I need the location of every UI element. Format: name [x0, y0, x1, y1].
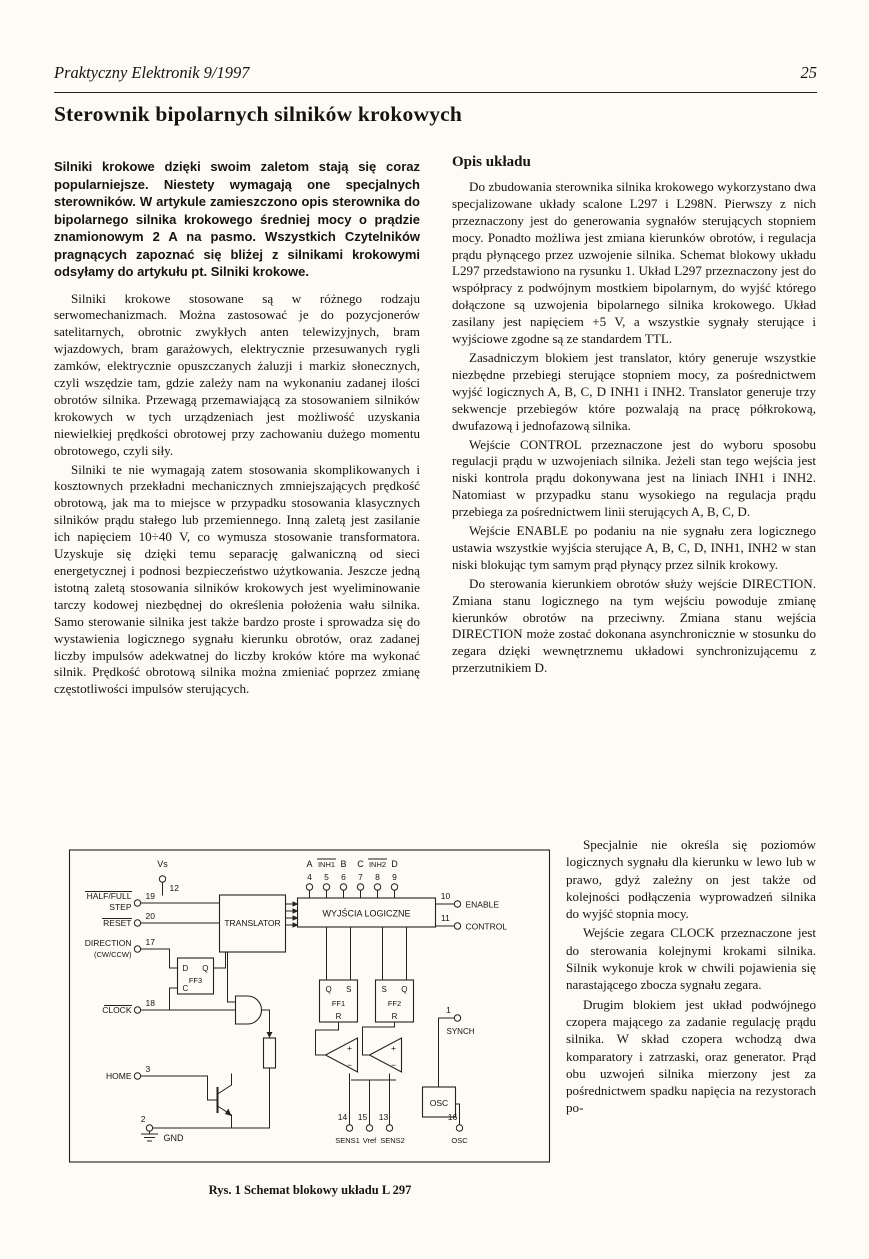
ff3-c-label: C: [182, 984, 189, 993]
pin-control: [436, 913, 508, 932]
pin-label-gnd: GND: [163, 1133, 184, 1143]
pin-number-15: 15: [357, 1112, 368, 1122]
pin-label-clock: CLOCK: [102, 1005, 132, 1015]
bottom-right-column: [566, 836, 816, 1119]
pin-number-4: 4: [307, 872, 312, 882]
left-column: [54, 158, 420, 700]
logic-outputs-block: [298, 898, 436, 927]
comparator-1-minus: −: [347, 1060, 352, 1070]
pin-number-8: 8: [375, 872, 380, 882]
pin-number-9: 9: [392, 872, 397, 882]
pin-label-control: CONTROL: [465, 921, 508, 932]
pin-label-osc: OSC: [451, 1136, 468, 1145]
pin-number-1: 1: [446, 1005, 451, 1015]
paragraph: Silniki krokowe stosowane są w różnego rodzaju serwomechanizmach. Można zastosować je do pozycjonerów satelitarnych, obrotnic zwykłych anten telewizyjnych, bram wjazdowych, bram garażowych, elektrycznie przesuwanych rygli zamków, elektrycznie opuszczanych żaluzji i markiz słonecznych, czyli wszędzie tam, gdzie zależy nam na wykonaniu zadanej ilości obrotów silnika. Przewagą przemawiającą za stosowaniem silników krokowych w tych urządzeniach jest możliwość uzyskania niewielkiej prędkości obrotowej przy zachowaniu dużego momentu obrotowego, czyli siły.: [54, 290, 420, 458]
journal-title: Praktyczny Elektronik 9/1997: [54, 63, 250, 82]
l297-block-diagram: [57, 842, 563, 1177]
pin-label-enable: ENABLE: [465, 899, 500, 910]
pin-label-vref: Vref: [362, 1136, 377, 1145]
pin-number-12: 12: [169, 883, 179, 893]
paragraph: Specjalnie nie określa się poziomów logicznych sygnału dla kierunku w lewo lub w prawo, gdyż zależny on jest także od kolejności podłączenia wyprowadzeń silnika do wyjść stopnia mocy.: [566, 837, 816, 922]
pin-number-3: 3: [145, 1064, 151, 1074]
paragraph: Silniki te nie wymagają zatem stosowania skomplikowanych i kosztownych przekładni mechanicznych zmniejszających prędkość obrotową, jak ma to miejsce w przypadku stosowania klasycznych silników prądu stałego lub przemiennego. Inną zaletą jest zasilanie ich napięciem 10÷40 V, co wymusza stosowanie transformatora. Uzyskuje się dzięki temu separację galwaniczną od sieci energetycznej i podnosi bezpieczeństwo użytkowania. Jeszcze jedną istotną zaletą stosowania silników krokowych jest wyeliminowanie tarczy kodowej niezbędnej do określenia położenia wału silnika. Samo sterowanie silnika jest także bardzo proste i sprowadza się do wystawienia logicznego sygnału kierunku obrotów, oraz zadanej liczby impulsów adekwatnej do liczby kroków które ma wykonać silnik. Prędkość obrotową silnika można zmieniać poprzez zmianę częstotliwości impulsów sterujących.: [54, 461, 420, 697]
pin-label-half-full: HALF/FULL: [86, 891, 132, 901]
ff1-q-label: Q: [325, 985, 332, 994]
transistor-icon: [218, 1074, 232, 1128]
paragraph: Do sterowania kierunkiem obrotów służy wejście DIRECTION. Zmiana stanu logicznego na tym wejściu powoduje zmianę kierunków obrotów na przeciwny. Zmiana stanu wejścia DIRECTION może zostać dokonana asynchronicznie w stosunku do zegara dzięki wewnętrznemu układowi synchronizującemu z przerzutnikiem D.: [452, 575, 816, 676]
ff1-r-label: R: [335, 1012, 342, 1021]
pin-label-vs: Vs: [157, 859, 168, 869]
comparator-2: [363, 1022, 402, 1072]
ff1-block: [320, 980, 358, 1022]
output-pins: [306, 859, 398, 898]
pin-clock: [102, 988, 235, 1015]
pin-label-cwccw: (CW/CCW): [94, 950, 132, 959]
ff3-d-label: D: [182, 964, 189, 973]
pin-label-reset: RESET: [103, 918, 132, 928]
pin-number-13: 13: [378, 1112, 389, 1122]
ff-wires: [327, 927, 407, 980]
figure-caption: Rys. 1 Schemat blokowy układu L 297: [208, 1183, 412, 1197]
paragraph: Wejście ENABLE po podaniu na nie sygnału zera logicznego ustawia wszystkie wyjścia sterujące A, B, C, D, INH1, INH2 w stan niski blokując tym samym prąd płynący przez silnik krokowy.: [452, 523, 816, 572]
pin-number-14: 14: [337, 1112, 348, 1122]
pin-label-sens1: SENS1: [335, 1136, 360, 1145]
pin-number-10: 10: [440, 891, 451, 901]
paragraph: Wejście CONTROL przeznaczone jest do wyboru sposobu regulacji prądu w uzwojeniach silnika. Jeżeli stan tego wejścia jest niski kontrola prądu dokonywana jest na liniach INH1 i INH2. Natomiast w przypadku stanu wysokiego na regulacja prądu przebiega za pośrednictwem linii sterujących A, B, C, D.: [452, 436, 816, 520]
pin-number-18: 18: [145, 998, 155, 1008]
pin-label-step: STEP: [109, 902, 132, 912]
page-header: [54, 63, 817, 83]
pin-number-19: 19: [145, 891, 155, 901]
ff3-q-label: Q: [202, 964, 209, 973]
ff2-s-label: S: [381, 985, 387, 994]
paragraph: Do zbudowania sterownika silnika krokowego wykorzystano dwa specjalizowane układy scalone L297 i L298N. Pierwszy z nich przeznaczony jest do generowania sygnałów sterujących stopniem mocy. Ponadto możliwa jest zmiana kierunków obrotów, i regulacja prądu płynącego przez uzwojenie silnika. Schemat blokowy układu L297 przedstawiono na rysunku 1. Układ L297 przeznaczony jest do współpracy z podwójnym mostkiem bipolarnym, do wyjść którego dołączone są uzwojenia bipolarnego silnika krokowego. Układ zasilany jest napięciem +5 V, a wszystkie sygnały sterujące i wyjściowe zgodne są ze standardem TTL.: [452, 178, 816, 347]
ff3-label: FF3: [188, 976, 203, 985]
and-gate-icon: [228, 952, 273, 1038]
pin-label-sens2: SENS2: [380, 1136, 405, 1145]
pin-label-inh1: INH1: [317, 860, 336, 869]
ff1-s-label: S: [346, 985, 352, 994]
lead-paragraph: Silniki krokowe dzięki swoim zaletom stają się coraz popularniejsze. Niestety wymagają one specjalnych sterowników. W artykule zamieszczono opis sterownika do bipolarnego silnika krokowego średniej mocy o prądzie znamionowym 2 A na pasmo. Wszystkich Czytelników pragnących zapoznać się bliżej z silnikami krokowymi odsyłamy do artykułu pt. Silniki krokowe.: [54, 159, 420, 279]
logic-outputs-label: WYJŚCIA LOGICZNE: [322, 908, 411, 919]
pin-number-20: 20: [145, 911, 155, 921]
pin-direction: [85, 937, 178, 968]
ff3-block: [178, 952, 226, 994]
pin-number-5: 5: [324, 872, 329, 882]
osc-block-label: OSC: [429, 1098, 449, 1108]
pin-number-6: 6: [341, 872, 346, 882]
comparator-2-minus: −: [391, 1060, 396, 1070]
paragraph: Wejście zegara CLOCK przeznaczone jest do sterowania kolejnymi krokami silnika. Silnik wykonuje krok w chwili pojawienia się narastającego zbocza sygnału zegara.: [566, 925, 816, 993]
right-column: [452, 154, 816, 679]
pin-home: [106, 1064, 216, 1100]
translator-block: [220, 895, 286, 952]
section-heading: Opis układu: [452, 154, 531, 170]
comparator-2-plus: +: [391, 1043, 396, 1053]
ff2-r-label: R: [391, 1012, 398, 1021]
ff1-label: FF1: [331, 999, 346, 1008]
pin-sens2: [379, 1074, 405, 1145]
pin-number-17: 17: [145, 937, 155, 947]
page-number: 25: [800, 63, 817, 82]
pin-sens1: [335, 1074, 360, 1145]
bus-arrows: [286, 901, 299, 928]
header-rule: [54, 92, 817, 93]
pin-label-c: C: [357, 859, 364, 869]
pin-label-home: HOME: [106, 1071, 132, 1081]
translator-block-label: TRANSLATOR: [224, 918, 281, 928]
figure-block-diagram: [57, 842, 563, 1198]
pin-enable: [436, 891, 500, 910]
pin-synch: [439, 1005, 475, 1087]
ground-icon: [142, 1134, 158, 1141]
pin-circle-12: [159, 876, 165, 882]
pin-half-full-step: [86, 891, 220, 912]
resistor-icon: [264, 1038, 276, 1128]
ff2-q-label: Q: [401, 985, 408, 994]
pin-gnd: [141, 1114, 270, 1143]
pin-label-inh2: INH2: [368, 860, 387, 869]
pin-number-11: 11: [441, 913, 450, 923]
pin-label-b: B: [340, 859, 347, 869]
pin-number-7: 7: [358, 872, 363, 882]
ff2-block: [376, 980, 414, 1022]
paragraph: Drugim blokiem jest układ podwójnego czopera mającego za zadanie regulację prądu silnika. W skład czopera wchodzą dwa komparatory i zatrzaski, oraz generator. Prąd obu uzwojeń silnika mierzony jest za pośrednictwem spadku napięcia na rezystorach po-: [566, 996, 816, 1116]
comparator-1: [316, 1022, 358, 1072]
pin-label-synch: SYNCH: [446, 1027, 475, 1036]
pin-label-d: D: [391, 859, 398, 869]
pin-osc: [448, 1104, 468, 1145]
comparator-1-plus: +: [347, 1043, 352, 1053]
pin-reset: [103, 911, 220, 928]
pin-number-16: 16: [447, 1112, 458, 1122]
ff2-label: FF2: [387, 999, 402, 1008]
article-title: Sterownik bipolarnych silników krokowych: [54, 102, 463, 126]
paragraph: Zasadniczym blokiem jest translator, który generuje wszystkie niezbędne przebiegi sterujące stopniem mocy, za pośrednictwem wyjść logicznych A, B, C, D INH1 i INH2. Translator generuje trzy sekwencje przebiegów które pozwalają na pracę półkrokową, dwufazową i jednofazową silnika.: [452, 349, 816, 433]
pin-vs: [157, 859, 179, 895]
pin-label-direction: DIRECTION: [84, 938, 132, 948]
pin-label-a: A: [306, 859, 313, 869]
pin-number-2: 2: [140, 1114, 146, 1124]
